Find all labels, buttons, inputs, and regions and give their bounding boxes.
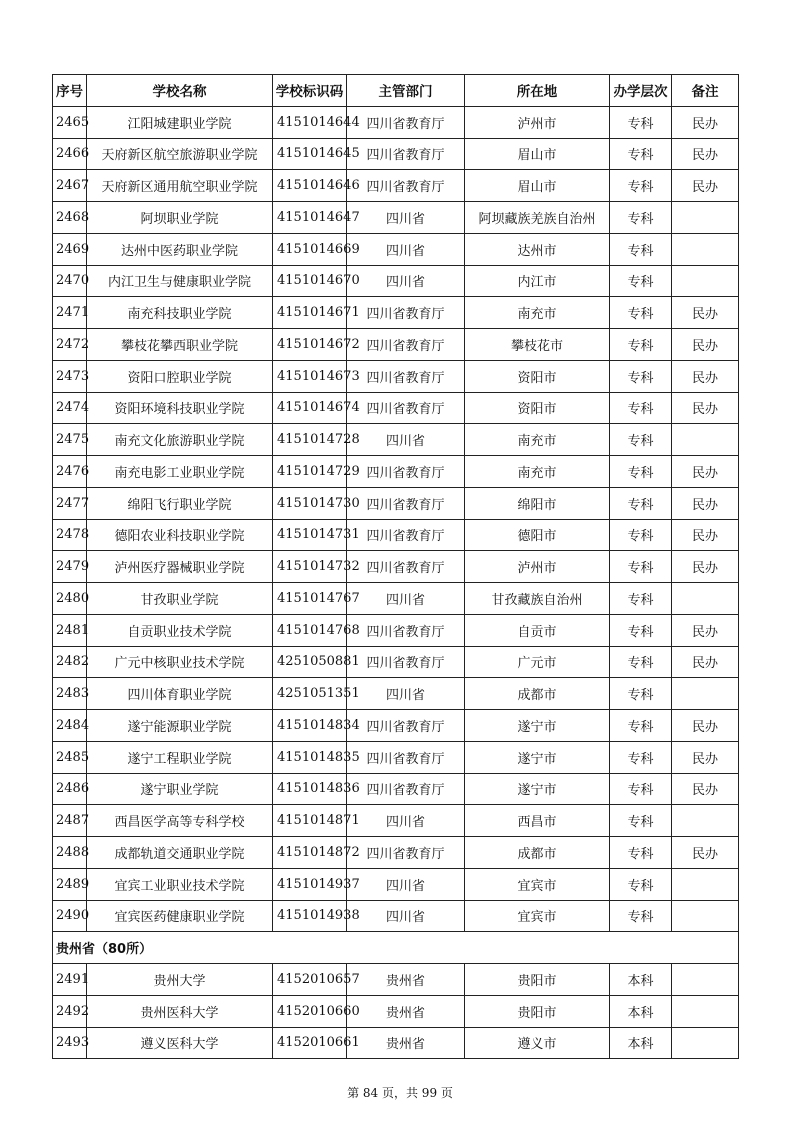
cell-index: 2491 [53,964,87,996]
cell-department: 四川省教育厅 [347,170,465,202]
cell-remarks: 民办 [672,138,739,170]
cell-remarks: 民办 [672,487,739,519]
cell-level: 专科 [610,456,672,488]
cell-school-code: 4151014728 [273,424,347,456]
cell-location: 贵阳市 [465,995,610,1027]
cell-school-name: 遂宁能源职业学院 [87,710,273,742]
cell-index: 2479 [53,551,87,583]
table-row [53,392,739,424]
cell-school-name: 南充科技职业学院 [87,297,273,329]
cell-level: 专科 [610,487,672,519]
cell-location: 广元市 [465,646,610,678]
cell-department: 四川省教育厅 [347,138,465,170]
table-body-sichuan [53,106,739,932]
cell-index: 2474 [53,392,87,424]
cell-index: 2477 [53,487,87,519]
table-row [53,265,739,297]
cell-location: 成都市 [465,837,610,869]
section-row [53,932,739,964]
cell-school-name: 遂宁工程职业学院 [87,741,273,773]
table-row [53,900,739,932]
cell-location: 贵阳市 [465,964,610,996]
cell-level: 专科 [610,646,672,678]
cell-index: 2486 [53,773,87,805]
cell-index: 2483 [53,678,87,710]
cell-school-name: 遵义医科大学 [87,1027,273,1059]
cell-remarks: 民办 [672,329,739,361]
table-row [53,646,739,678]
table-row [53,614,739,646]
cell-school-code: 4151014872 [273,837,347,869]
section-title: 贵州省（80所） [53,932,739,964]
cell-remarks [672,233,739,265]
cell-remarks [672,805,739,837]
table-row [53,678,739,710]
cell-school-code: 4151014645 [273,138,347,170]
cell-level: 专科 [610,106,672,138]
cell-school-name: 四川体育职业学院 [87,678,273,710]
cell-location: 眉山市 [465,170,610,202]
cell-level: 专科 [610,741,672,773]
cell-level: 专科 [610,900,672,932]
school-list-sheet [52,74,738,1059]
cell-school-name: 宜宾医药健康职业学院 [87,900,273,932]
cell-school-name: 贵州大学 [87,964,273,996]
cell-school-name: 天府新区航空旅游职业学院 [87,138,273,170]
cell-level: 专科 [610,773,672,805]
cell-level: 专科 [610,265,672,297]
cell-school-code: 4151014729 [273,456,347,488]
cell-remarks: 民办 [672,392,739,424]
cell-school-name: 绵阳飞行职业学院 [87,487,273,519]
cell-remarks [672,868,739,900]
cell-level: 专科 [610,329,672,361]
cell-school-name: 成都轨道交通职业学院 [87,837,273,869]
cell-index: 2473 [53,360,87,392]
table-row [53,773,739,805]
header-index: 序号 [53,75,87,107]
cell-index: 2492 [53,995,87,1027]
table-row [53,741,739,773]
cell-index: 2475 [53,424,87,456]
header-remarks: 备注 [672,75,739,107]
cell-level: 专科 [610,614,672,646]
cell-department: 四川省教育厅 [347,773,465,805]
table-body-guizhou [53,964,739,1059]
cell-department: 四川省 [347,583,465,615]
table-row [53,106,739,138]
cell-school-code: 4151014871 [273,805,347,837]
cell-level: 专科 [610,519,672,551]
cell-location: 绵阳市 [465,487,610,519]
cell-department: 四川省 [347,265,465,297]
table-row [53,519,739,551]
cell-department: 四川省 [347,233,465,265]
cell-remarks [672,265,739,297]
cell-level: 专科 [610,424,672,456]
table-row [53,1027,739,1059]
cell-school-name: 攀枝花攀西职业学院 [87,329,273,361]
cell-school-name: 江阳城建职业学院 [87,106,273,138]
cell-remarks: 民办 [672,741,739,773]
cell-school-code: 4251051351 [273,678,347,710]
cell-index: 2481 [53,614,87,646]
header-level: 办学层次 [610,75,672,107]
cell-index: 2468 [53,202,87,234]
cell-remarks [672,995,739,1027]
cell-department: 贵州省 [347,995,465,1027]
cell-school-name: 广元中核职业技术学院 [87,646,273,678]
cell-remarks [672,424,739,456]
table-row [53,868,739,900]
cell-location: 宜宾市 [465,900,610,932]
cell-school-code: 4151014672 [273,329,347,361]
cell-school-code: 4151014671 [273,297,347,329]
cell-index: 2466 [53,138,87,170]
cell-level: 专科 [610,138,672,170]
cell-school-name: 泸州医疗器械职业学院 [87,551,273,583]
cell-school-name: 德阳农业科技职业学院 [87,519,273,551]
cell-location: 成都市 [465,678,610,710]
cell-index: 2476 [53,456,87,488]
cell-location: 攀枝花市 [465,329,610,361]
cell-school-code: 4151014646 [273,170,347,202]
cell-department: 四川省 [347,678,465,710]
cell-department: 四川省 [347,202,465,234]
cell-index: 2472 [53,329,87,361]
table-row [53,170,739,202]
table-row [53,837,739,869]
cell-remarks: 民办 [672,360,739,392]
cell-school-code: 4251050881 [273,646,347,678]
cell-remarks [672,964,739,996]
cell-school-code: 4152010660 [273,995,347,1027]
cell-department: 四川省教育厅 [347,837,465,869]
cell-remarks: 民办 [672,551,739,583]
cell-location: 泸州市 [465,551,610,583]
cell-index: 2490 [53,900,87,932]
cell-level: 专科 [610,392,672,424]
cell-department: 贵州省 [347,964,465,996]
cell-department: 四川省教育厅 [347,551,465,583]
cell-school-name: 南充文化旅游职业学院 [87,424,273,456]
cell-department: 四川省 [347,900,465,932]
table-row [53,583,739,615]
cell-department: 贵州省 [347,1027,465,1059]
cell-level: 专科 [610,868,672,900]
table-row [53,202,739,234]
cell-school-name: 遂宁职业学院 [87,773,273,805]
cell-remarks [672,1027,739,1059]
cell-school-code: 4151014768 [273,614,347,646]
cell-level: 专科 [610,202,672,234]
cell-remarks: 民办 [672,646,739,678]
cell-location: 阿坝藏族羌族自治州 [465,202,610,234]
cell-school-code: 4151014732 [273,551,347,583]
cell-level: 本科 [610,964,672,996]
cell-school-code: 4151014669 [273,233,347,265]
cell-index: 2480 [53,583,87,615]
cell-level: 专科 [610,297,672,329]
cell-department: 四川省教育厅 [347,519,465,551]
cell-remarks [672,678,739,710]
cell-school-name: 天府新区通用航空职业学院 [87,170,273,202]
cell-location: 南充市 [465,424,610,456]
cell-location: 资阳市 [465,360,610,392]
cell-location: 泸州市 [465,106,610,138]
cell-index: 2488 [53,837,87,869]
cell-remarks: 民办 [672,837,739,869]
cell-location: 遂宁市 [465,710,610,742]
cell-department: 四川省教育厅 [347,297,465,329]
cell-location: 南充市 [465,456,610,488]
cell-school-code: 4151014673 [273,360,347,392]
cell-school-code: 4151014644 [273,106,347,138]
cell-index: 2484 [53,710,87,742]
table-row [53,456,739,488]
table-row [53,329,739,361]
cell-remarks [672,202,739,234]
cell-location: 西昌市 [465,805,610,837]
cell-level: 专科 [610,360,672,392]
cell-index: 2493 [53,1027,87,1059]
cell-department: 四川省教育厅 [347,614,465,646]
cell-level: 专科 [610,551,672,583]
table-row [53,995,739,1027]
cell-remarks: 民办 [672,297,739,329]
cell-location: 遂宁市 [465,773,610,805]
cell-index: 2471 [53,297,87,329]
cell-department: 四川省教育厅 [347,487,465,519]
cell-level: 本科 [610,1027,672,1059]
cell-school-name: 西昌医学高等专科学校 [87,805,273,837]
table-row [53,805,739,837]
cell-location: 南充市 [465,297,610,329]
cell-location: 德阳市 [465,519,610,551]
cell-school-name: 南充电影工业职业学院 [87,456,273,488]
school-table [52,74,739,1059]
cell-department: 四川省教育厅 [347,360,465,392]
cell-index: 2478 [53,519,87,551]
cell-index: 2485 [53,741,87,773]
cell-department: 四川省教育厅 [347,106,465,138]
cell-school-code: 4151014647 [273,202,347,234]
table-row [53,424,739,456]
cell-school-name: 宜宾工业职业技术学院 [87,868,273,900]
cell-school-code: 4152010657 [273,964,347,996]
header-school-name: 学校名称 [87,75,273,107]
header-location: 所在地 [465,75,610,107]
cell-index: 2469 [53,233,87,265]
cell-remarks: 民办 [672,710,739,742]
cell-remarks: 民办 [672,614,739,646]
cell-department: 四川省教育厅 [347,456,465,488]
cell-remarks [672,900,739,932]
cell-department: 四川省教育厅 [347,741,465,773]
cell-index: 2489 [53,868,87,900]
table-row [53,138,739,170]
cell-school-code: 4152010661 [273,1027,347,1059]
table-row [53,551,739,583]
cell-location: 资阳市 [465,392,610,424]
cell-remarks [672,583,739,615]
cell-school-name: 阿坝职业学院 [87,202,273,234]
table-row [53,360,739,392]
cell-location: 自贡市 [465,614,610,646]
cell-school-name: 内江卫生与健康职业学院 [87,265,273,297]
cell-school-code: 4151014938 [273,900,347,932]
cell-school-name: 甘孜职业学院 [87,583,273,615]
cell-department: 四川省教育厅 [347,646,465,678]
cell-level: 专科 [610,710,672,742]
cell-school-code: 4151014674 [273,392,347,424]
page-footer: 第 84 页，共 99 页 [347,1086,453,1100]
cell-department: 四川省教育厅 [347,392,465,424]
cell-school-code: 4151014730 [273,487,347,519]
table-row [53,297,739,329]
cell-school-name: 资阳口腔职业学院 [87,360,273,392]
cell-level: 专科 [610,583,672,615]
table-row [53,964,739,996]
cell-location: 遂宁市 [465,741,610,773]
cell-school-name: 贵州医科大学 [87,995,273,1027]
cell-school-code: 4151014834 [273,710,347,742]
cell-school-name: 资阳环境科技职业学院 [87,392,273,424]
table-row [53,710,739,742]
cell-school-name: 达州中医药职业学院 [87,233,273,265]
cell-department: 四川省 [347,805,465,837]
cell-school-code: 4151014731 [273,519,347,551]
cell-index: 2487 [53,805,87,837]
cell-location: 甘孜藏族自治州 [465,583,610,615]
cell-school-code: 4151014835 [273,741,347,773]
cell-remarks: 民办 [672,456,739,488]
cell-location: 达州市 [465,233,610,265]
cell-remarks: 民办 [672,106,739,138]
cell-department: 四川省 [347,868,465,900]
cell-remarks: 民办 [672,773,739,805]
cell-department: 四川省 [347,424,465,456]
cell-remarks: 民办 [672,519,739,551]
cell-location: 宜宾市 [465,868,610,900]
table-row [53,487,739,519]
table-header-row [53,75,739,107]
table-section-guizhou [53,932,739,964]
cell-index: 2470 [53,265,87,297]
cell-index: 2482 [53,646,87,678]
cell-index: 2465 [53,106,87,138]
cell-school-code: 4151014836 [273,773,347,805]
cell-school-code: 4151014767 [273,583,347,615]
cell-location: 遵义市 [465,1027,610,1059]
header-department: 主管部门 [347,75,465,107]
cell-school-name: 自贡职业技术学院 [87,614,273,646]
cell-school-code: 4151014670 [273,265,347,297]
cell-level: 专科 [610,233,672,265]
table-row [53,233,739,265]
cell-remarks: 民办 [672,170,739,202]
cell-level: 本科 [610,995,672,1027]
cell-department: 四川省教育厅 [347,710,465,742]
header-school-code: 学校标识码 [273,75,347,107]
cell-department: 四川省教育厅 [347,329,465,361]
cell-level: 专科 [610,678,672,710]
cell-level: 专科 [610,837,672,869]
cell-level: 专科 [610,170,672,202]
cell-location: 眉山市 [465,138,610,170]
cell-index: 2467 [53,170,87,202]
cell-level: 专科 [610,805,672,837]
cell-school-code: 4151014937 [273,868,347,900]
cell-location: 内江市 [465,265,610,297]
